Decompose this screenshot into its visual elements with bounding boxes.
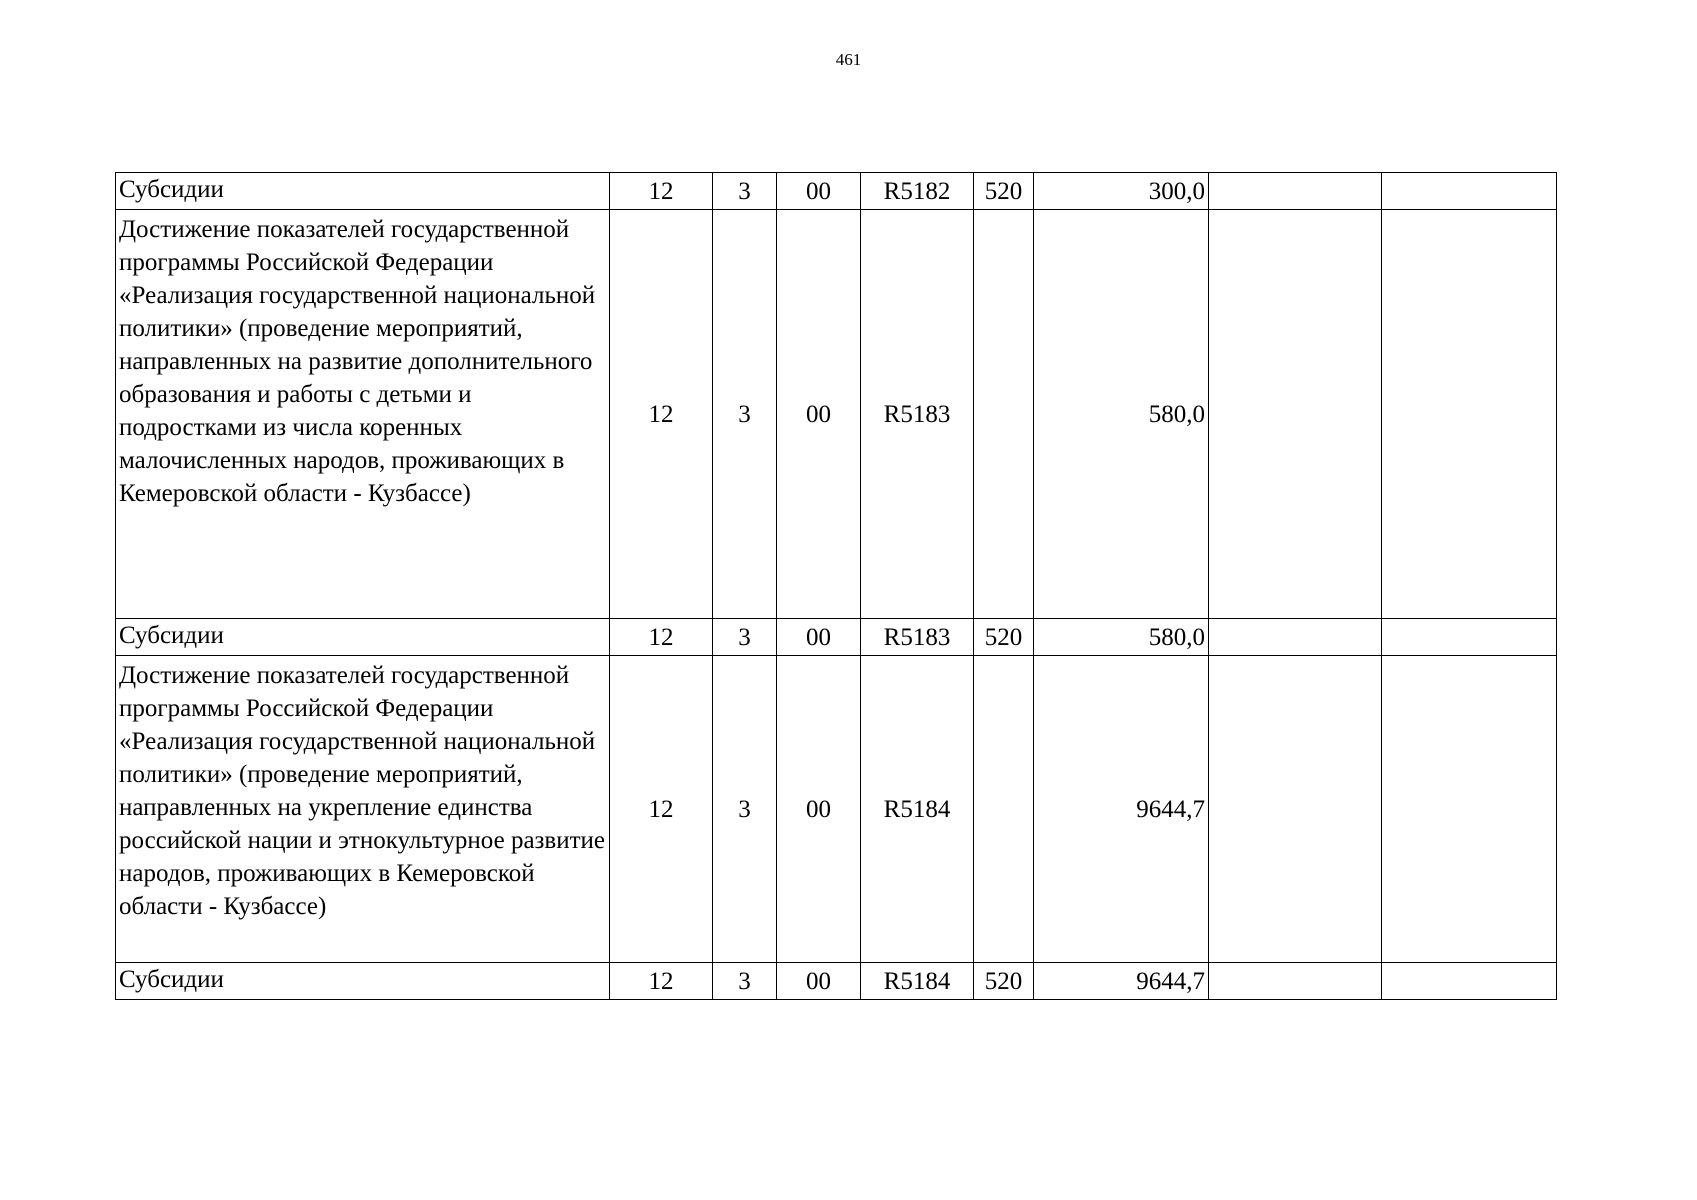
section-code: 12: [610, 210, 713, 619]
amount-cell-2: [1209, 963, 1382, 1000]
section-code: 12: [610, 173, 713, 210]
subsection-code: 3: [713, 963, 777, 1000]
target-article-code: R5183: [861, 210, 974, 619]
amount-cell-2: [1209, 210, 1382, 619]
row-name: Достижение показателей государственной программы Российской Федерации «Реализация государственной национальной политики» (проведение мероприятий, направленных на развитие дополнительного образования и работы с детьми и подростками из числа коренных малочисленных народов, проживающих в Кемеровской области - Кузбассе): [116, 210, 610, 619]
amount-cell-3: [1382, 656, 1557, 963]
row-name: Достижение показателей государственной программы Российской Федерации «Реализация государственной национальной политики» (проведение мероприятий, направленных на укрепление единства российской нации и этнокультурное развитие народов, проживающих в Кемеровской области - Кузбассе): [116, 656, 610, 963]
expense-type-code: 520: [974, 173, 1034, 210]
amount-cell-2: [1209, 619, 1382, 656]
expense-type-code: [974, 656, 1034, 963]
amount-cell-2: [1209, 173, 1382, 210]
target-article-code: R5184: [861, 656, 974, 963]
section-code: 12: [610, 656, 713, 963]
table-row: [116, 619, 1557, 656]
table-row: [116, 656, 1557, 963]
amount-cell-3: [1382, 619, 1557, 656]
amount-cell: 580,0: [1034, 619, 1209, 656]
amount-cell-2: [1209, 656, 1382, 963]
budget-table: [115, 172, 1557, 1000]
row-name: Субсидии: [116, 963, 610, 1000]
program-code: 00: [777, 210, 861, 619]
row-name: Субсидии: [116, 173, 610, 210]
subsection-code: 3: [713, 656, 777, 963]
target-article-code: R5184: [861, 963, 974, 1000]
table-row: [116, 963, 1557, 1000]
amount-cell: 300,0: [1034, 173, 1209, 210]
expense-type-code: 520: [974, 963, 1034, 1000]
amount-cell: 9644,7: [1034, 656, 1209, 963]
subsection-code: 3: [713, 619, 777, 656]
program-code: 00: [777, 656, 861, 963]
target-article-code: R5183: [861, 619, 974, 656]
amount-cell-3: [1382, 173, 1557, 210]
program-code: 00: [777, 173, 861, 210]
amount-cell-3: [1382, 210, 1557, 619]
program-code: 00: [777, 963, 861, 1000]
amount-cell: 580,0: [1034, 210, 1209, 619]
expense-type-code: 520: [974, 619, 1034, 656]
section-code: 12: [610, 619, 713, 656]
table-row: [116, 173, 1557, 210]
section-code: 12: [610, 963, 713, 1000]
expense-type-code: [974, 210, 1034, 619]
amount-cell-3: [1382, 963, 1557, 1000]
table-row: [116, 210, 1557, 619]
row-name: Субсидии: [116, 619, 610, 656]
subsection-code: 3: [713, 210, 777, 619]
target-article-code: R5182: [861, 173, 974, 210]
page-number: 461: [835, 50, 862, 69]
program-code: 00: [777, 619, 861, 656]
amount-cell: 9644,7: [1034, 963, 1209, 1000]
subsection-code: 3: [713, 173, 777, 210]
